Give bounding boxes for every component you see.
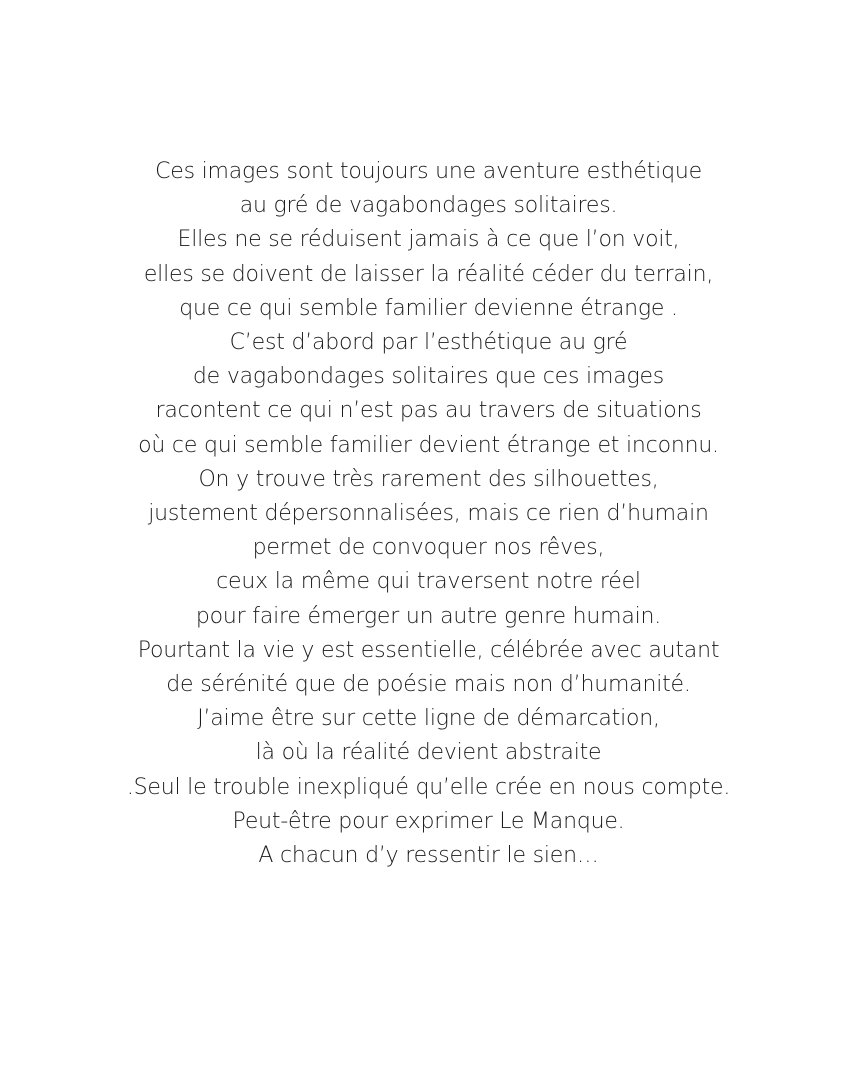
poem-line: .Seul le trouble inexpliqué qu’elle crée en nous compte.: [126, 774, 731, 800]
poem-line: pour faire émerger un autre genre humain.: [195, 603, 662, 629]
poem-line: là où la réalité devient abstraite: [255, 740, 602, 766]
poem-line: permet de convoquer nos rêves,: [252, 535, 605, 561]
poem-line: de sérénité que de poésie mais non d’humanité.: [166, 672, 691, 698]
poem-line: Pourtant la vie y est essentielle, célébrée avec autant: [137, 637, 720, 663]
poem-line: racontent ce qui n’est pas au travers de situations: [155, 398, 702, 424]
poem-line: C’est d’abord par l’esthétique au gré: [229, 330, 628, 356]
poem-line: Elles ne se réduisent jamais à ce que l’on voit,: [177, 227, 680, 253]
poem-line: J’aime être sur cette ligne de démarcation,: [197, 706, 660, 732]
poem-line: ceux la même qui traversent notre réel: [216, 569, 641, 595]
poem-line: que ce qui semble familier devienne étrange .: [179, 295, 678, 321]
poem-line: elles se doivent de laisser la réalité céder du terrain,: [143, 261, 714, 287]
poem-line: au gré de vagabondages solitaires.: [239, 193, 618, 219]
poem-line: On y trouve très rarement des silhouettes,: [198, 466, 659, 492]
poem-line: de vagabondages solitaires que ces images: [192, 364, 665, 390]
poem-line: Ces images sont toujours une aventure esthétique: [155, 159, 702, 184]
poem-line: où ce qui semble familier devient étrange et inconnu.: [138, 432, 719, 458]
poem-line: A chacun d’y ressentir le sien…: [258, 843, 599, 869]
poem-line: Peut-être pour exprimer Le Manque.: [232, 808, 625, 834]
poem-line: justement dépersonnalisées, mais ce rien d’humain: [148, 501, 709, 527]
poem-text-block: [0, 155, 857, 873]
